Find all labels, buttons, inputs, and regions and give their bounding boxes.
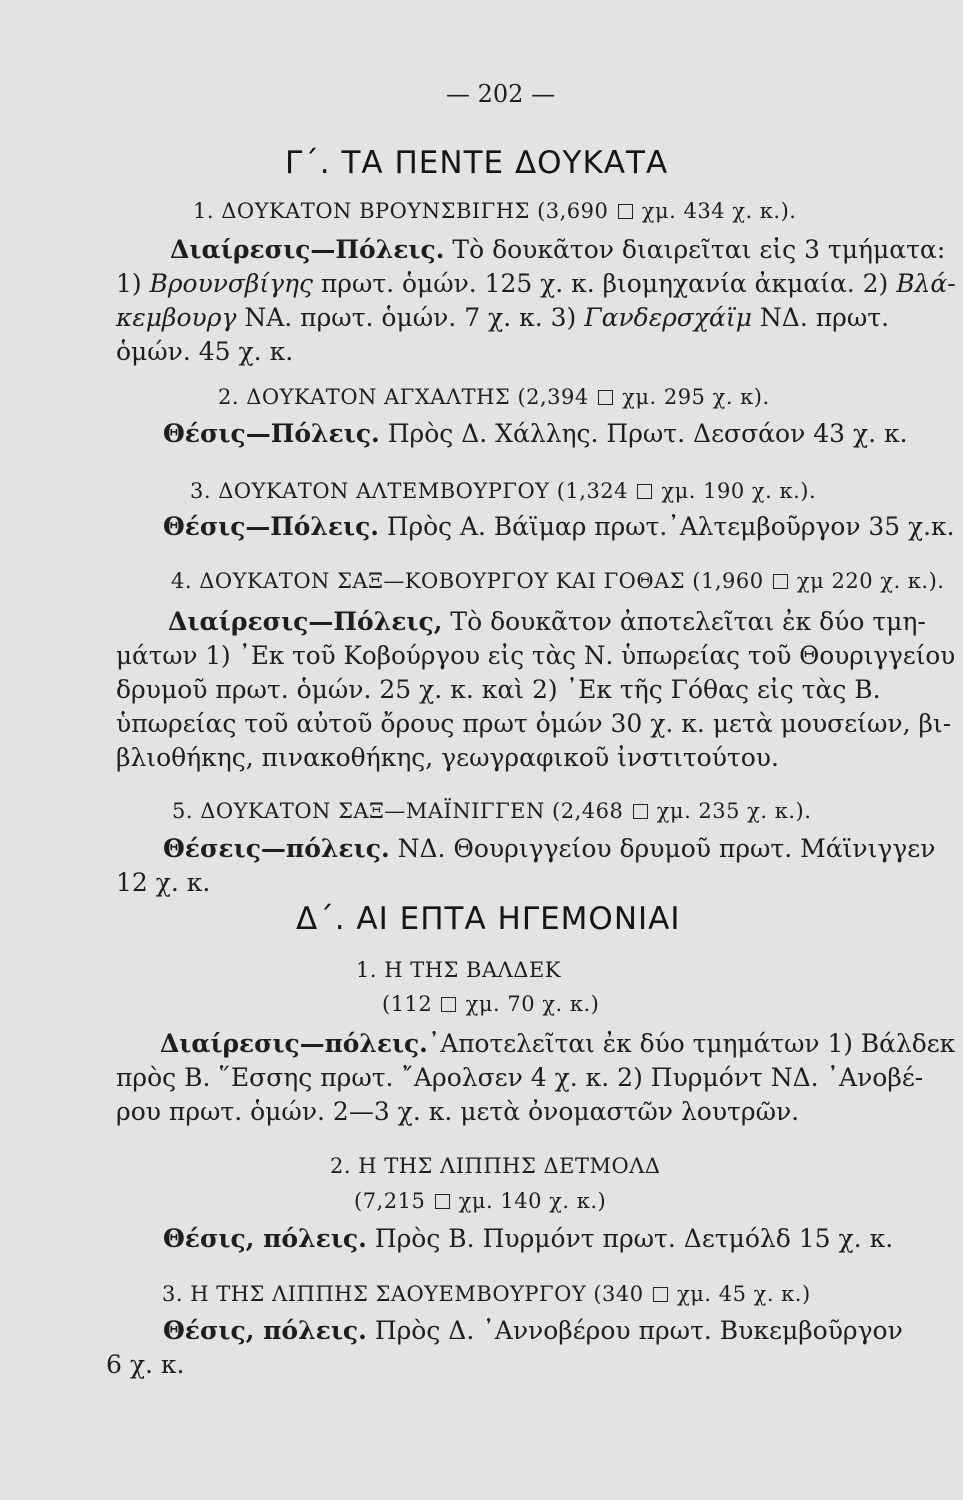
- entry-label: Θέσις, πόλεις.: [163, 1224, 367, 1253]
- entry-stats: χμ 220 χ. κ.).: [789, 569, 945, 593]
- entry-label: Θέσεις—πόλεις.: [163, 834, 390, 863]
- entry-body-line: [163, 833, 935, 865]
- entry-body-line: πρὸς Β. ῞Εσσης πρωτ. ῎Αρολσεν 4 χ. κ. 2) Πυρμόντ ΝΔ. ᾿Ανοβέ-: [116, 1063, 924, 1092]
- entry-body-line: [163, 1223, 893, 1255]
- entry-title-text: 3. Η ΤΗΣ ΛΙΠΠΗΣ ΣΑΟΥΕΜΒΟΥΡΓΟΥ (340: [162, 1282, 651, 1306]
- section-heading-g: Γ΄. ΤΑ ΠΕΝΤΕ ΔΟΥΚΑΤΑ: [285, 145, 669, 181]
- entry-label: Διαίρεσις—Πόλεις,: [168, 607, 443, 636]
- entry-body-line: [163, 1315, 903, 1347]
- entry-text: Πρὸς Δ. Χάλλης. Πρωτ. Δεσσάον 43 χ. κ.: [387, 419, 908, 448]
- entry-body-line: [163, 511, 955, 543]
- entry-stats: χμ. 70 χ. κ.): [458, 992, 600, 1016]
- entry-label: Θέσις—Πόλεις.: [163, 512, 379, 541]
- entry-text: Πρὸς Δ. ᾿Αννοβέρου πρωτ. Βυκεμβοῦργον: [374, 1316, 903, 1345]
- entry-label: Θέσις—Πόλεις.: [163, 419, 380, 448]
- entry-title: 2. Η ΤΗΣ ΛΙΠΠΗΣ ΔΕΤΜΟΛΔ: [330, 1154, 661, 1178]
- entry-body-line: ὁμών. 45 χ. κ.: [116, 337, 294, 366]
- entry-body-line: [168, 606, 926, 638]
- entry-title: [190, 475, 816, 507]
- entry-stats: χμ. 295 χ. κ).: [614, 385, 770, 409]
- entry-text: ΝΔ. πρωτ.: [751, 303, 890, 332]
- page-number: — 202 —: [446, 80, 556, 108]
- place-name: Γανδερσχάϊμ: [584, 303, 752, 332]
- entry-body-line: βλιοθήκης, πινακοθήκης, γεωγραφικοῦ ἰνστιτούτου.: [116, 743, 779, 772]
- entry-body-line: [163, 418, 908, 450]
- entry-text: ΝΑ. πρωτ. ὁμών. 7 χ. κ. 3): [236, 303, 585, 332]
- entry-body-line: [170, 234, 945, 266]
- entry-title-text: 4. ΔΟΥΚΑΤΟΝ ΣΑΞ—ΚΟΒΟΥΡΓΟΥ ΚΑΙ ΓΟΘΑΣ (1,960: [171, 569, 771, 593]
- entry-stats: χμ. 45 χ. κ.): [669, 1282, 811, 1306]
- entry-title-text: 5. ΔΟΥΚΑΤΟΝ ΣΑΞ—ΜΑΪΝΙΓΓΕΝ (2,468: [172, 799, 631, 823]
- entry-body-line: 12 χ. κ.: [116, 868, 211, 897]
- entry-stats: χμ. 235 χ. κ.).: [649, 799, 812, 823]
- entry-body-line: [116, 302, 889, 334]
- entry-title: [218, 381, 770, 413]
- entry-body-line: ὑπωρείας τοῦ αὐτοῦ ὄρους πρωτ ὁμών 30 χ. κ. μετὰ μουσείων, βι-: [116, 709, 952, 738]
- entry-text: Τὸ δουκᾶτον διαιρεῖται εἰς 3 τμήματα:: [452, 235, 946, 264]
- entry-title: [193, 195, 796, 227]
- place-name: Βλά-: [896, 269, 956, 298]
- place-name: Βρουνσβίγης: [149, 269, 313, 298]
- place-name: κεμβουργ: [116, 303, 237, 332]
- entry-label: Θέσις, πόλεις.: [163, 1316, 367, 1345]
- entry-title-text: 2. ΔΟΥΚΑΤΟΝ ΑΓΧΑΛΤΗΣ (2,394: [218, 385, 596, 409]
- entry-text: ᾿Αποτελεῖται ἐκ δύο τμημάτων 1) Βάλδεκ: [427, 1029, 956, 1058]
- entry-text: Πρὸς Α. Βάϊμαρ πρωτ.᾿Αλτεμβοῦργον 35 χ.κ.: [386, 512, 955, 541]
- entry-label: Διαίρεσις—Πόλεις.: [170, 235, 445, 264]
- square-symbol-icon: [633, 804, 648, 819]
- entry-body-line: ρου πρωτ. ὁμών. 2—3 χ. κ. μετὰ ὀνομαστῶν λουτρῶν.: [116, 1097, 800, 1126]
- entry-text: 1): [116, 269, 150, 298]
- entry-title: 1. Η ΤΗΣ ΒΑΛΔΕΚ: [356, 958, 561, 982]
- square-symbol-icon: [637, 484, 652, 499]
- entry-label: Διαίρεσις—πόλεις.: [160, 1029, 428, 1058]
- entry-text: Τὸ δουκᾶτον ἀποτελεῖται ἐκ δύο τμη-: [450, 607, 926, 636]
- entry-stats: χμ. 140 χ. κ.): [451, 1189, 607, 1213]
- entry-title: [172, 795, 811, 827]
- entry-text: πρωτ. ὁμών. 125 χ. κ. βιομηχανία ἀκμαία. 2): [312, 269, 897, 298]
- square-symbol-icon: [653, 1287, 668, 1302]
- square-symbol-icon: [773, 574, 788, 589]
- entry-title: [171, 565, 944, 597]
- square-symbol-icon: [435, 1194, 450, 1209]
- entry-stats: (112: [382, 992, 440, 1016]
- square-symbol-icon: [441, 997, 456, 1012]
- entry-stats: χμ. 434 χ. κ.).: [634, 199, 797, 223]
- entry-body-line: [160, 1028, 955, 1060]
- section-heading-d: Δ΄. ΑΙ ΕΠΤΑ ΗΓΕΜΟΝΙΑΙ: [296, 901, 681, 937]
- entry-text: ΝΔ. Θουριγγείου δρυμοῦ πρωτ. Μάϊνιγγεν: [397, 834, 936, 863]
- entry-subtitle: [354, 1185, 606, 1217]
- entry-title-text: 1. ΔΟΥΚΑΤΟΝ ΒΡΟΥΝΣΒΙΓΗΣ (3,690: [193, 199, 616, 223]
- entry-body-line: 6 χ. κ.: [106, 1350, 185, 1379]
- square-symbol-icon: [618, 204, 633, 219]
- entry-body-line: δρυμοῦ πρωτ. ὁμών. 25 χ. κ. καὶ 2) ᾿Εκ τῆς Γόθας εἰς τὰς Β.: [116, 675, 881, 704]
- entry-body-line: [116, 268, 956, 300]
- entry-body-line: μάτων 1) ᾿Εκ τοῦ Κοβούργου εἰς τὰς Ν. ὑπωρείας τοῦ Θουριγγείου: [116, 641, 956, 670]
- entry-stats: (7,215: [354, 1189, 433, 1213]
- entry-text: Πρὸς Β. Πυρμόντ πρωτ. Δετμόλδ 15 χ. κ.: [374, 1224, 894, 1253]
- entry-subtitle: [382, 988, 599, 1020]
- entry-stats: χμ. 190 χ. κ.).: [654, 479, 817, 503]
- entry-title-text: 3. ΔΟΥΚΑΤΟΝ ΑΛΤΕΜΒΟΥΡΓΟΥ (1,324: [190, 479, 636, 503]
- entry-title: [162, 1278, 811, 1310]
- square-symbol-icon: [598, 390, 613, 405]
